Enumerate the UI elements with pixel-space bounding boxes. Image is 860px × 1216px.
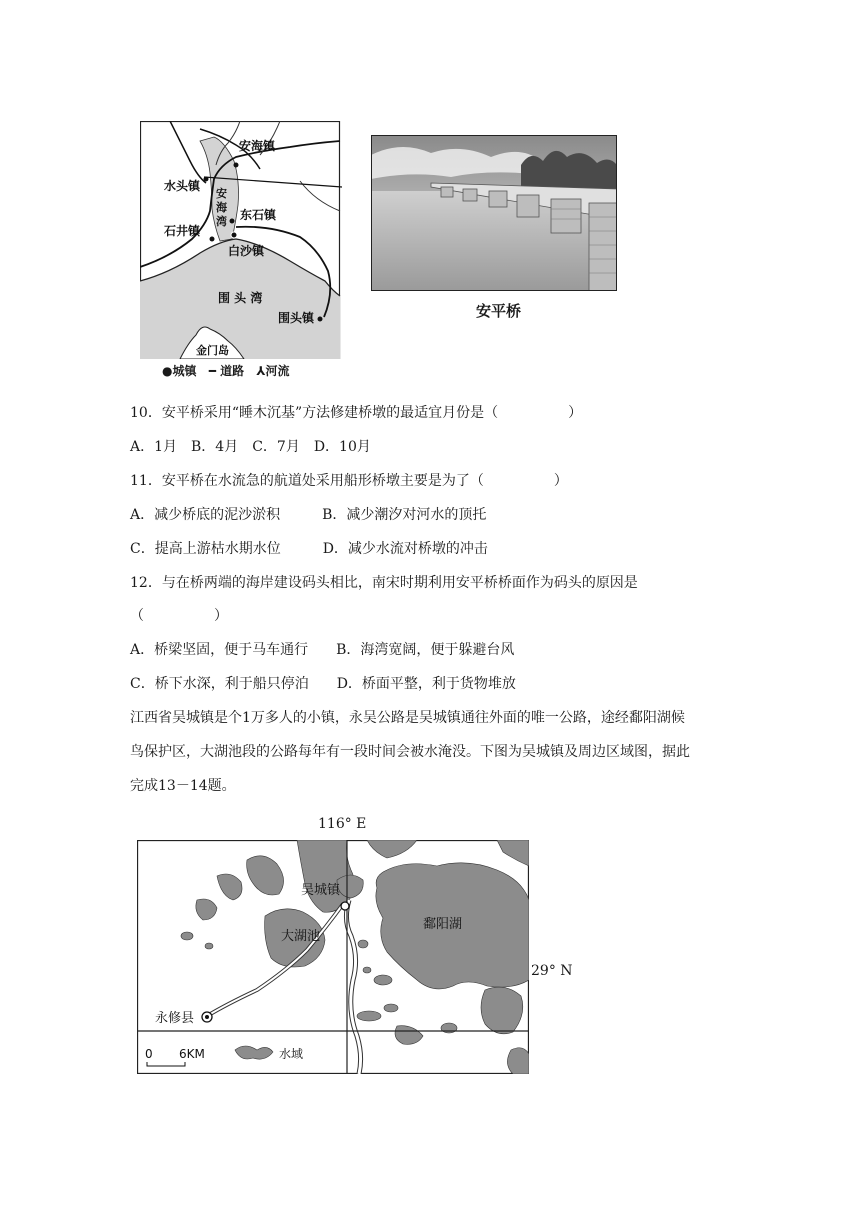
label-wucheng-town: 吴城镇 (301, 883, 341, 898)
town-dot (234, 163, 239, 168)
label-weitou-town: 围头镇 (278, 311, 315, 325)
question-12-stem-cont: （ ） (130, 608, 228, 624)
label-shuitou-town: 水头镇 (164, 179, 201, 193)
legend-river: 河流 (265, 364, 290, 378)
map1-legend (162, 362, 289, 379)
town-dot (318, 317, 323, 322)
question-10-stem: 10．安平桥采用“睡木沉基”方法修建桥墩的最适宜月份是（ ） (130, 405, 583, 421)
question-12-options-row1: A．桥梁坚固，便于马车通行 B．海湾宽阔，便于躲避台风 (130, 642, 515, 658)
scale-zero: 0 (145, 1047, 153, 1061)
label-anhai-bay-2: 海 (216, 201, 227, 214)
legend-town: 城镇 (172, 364, 197, 378)
label-shijing-town: 石井镇 (164, 224, 201, 238)
photo-caption: 安平桥 (476, 302, 522, 320)
question-12-stem: 12．与在桥两端的海岸建设码头相比，南宋时期利用安平桥桥面作为码头的原因是 (130, 575, 638, 591)
label-anhai-town: 安海镇 (239, 139, 276, 153)
label-anhai-bay-1: 安 (216, 187, 227, 200)
water-legend-icon (235, 1046, 273, 1059)
label-weitou-bay: 围 头 湾 (218, 291, 263, 305)
label-dongshi-town: 东石镇 (240, 208, 277, 222)
label-anhai-bay-3: 湾 (216, 215, 227, 228)
question-11-options-row2: C．提高上游枯水期水位 D．减少水流对桥墩的冲击 (130, 541, 488, 557)
town-dot (230, 219, 235, 224)
latitude-label: 29° N (531, 963, 573, 979)
passage-line-3: 完成13－14题。 (130, 778, 236, 794)
passage-line-1: 江西省吴城镇是个1万多人的小镇，永吴公路是吴城镇通往外面的唯一公路，途经鄱阳湖候 (130, 710, 685, 726)
question-11-options-row1: A．减少桥底的泥沙淤积 B．减少潮汐对河水的顶托 (130, 507, 487, 523)
road-legend-icon: ━ (208, 364, 216, 378)
longitude-label: 116° E (318, 816, 367, 832)
river-legend-icon: ⅄ (256, 364, 266, 378)
label-jinmen-island: 金门岛 (196, 344, 229, 357)
scale-distance: 6KM (179, 1047, 205, 1061)
town-dot (231, 232, 237, 238)
anhai-bay-map (140, 121, 342, 359)
passage-line-2: 鸟保护区，大湖池段的公路每年有一段时间会被水淹没。下图为吴城镇及周边区域图，据此 (130, 744, 690, 760)
question-10-options: A．1月 B．4月 C．7月 D．10月 (130, 439, 371, 455)
town-dot (210, 237, 215, 242)
town-legend-icon: ● (162, 364, 173, 378)
question-12-options-row2: C．桥下水深，利于船只停泊 D．桥面平整，利于货物堆放 (130, 676, 516, 692)
legend-road: 道路 (220, 364, 245, 378)
legend-water: 水域 (279, 1047, 304, 1061)
question-11-stem: 11．安平桥在水流急的航道处采用船形桥墩主要是为了（ ） (130, 473, 568, 489)
label-yongxiu-county: 永修县 (155, 1011, 195, 1026)
wucheng-town-symbol (341, 902, 349, 910)
label-baisha-town: 白沙镇 (228, 244, 265, 258)
town-dot (204, 177, 209, 182)
label-poyang-lake: 鄱阳湖 (423, 917, 463, 932)
anping-bridge-photo (371, 135, 617, 291)
label-dahu-pond: 大湖池 (281, 929, 321, 944)
wucheng-map (137, 840, 529, 1074)
